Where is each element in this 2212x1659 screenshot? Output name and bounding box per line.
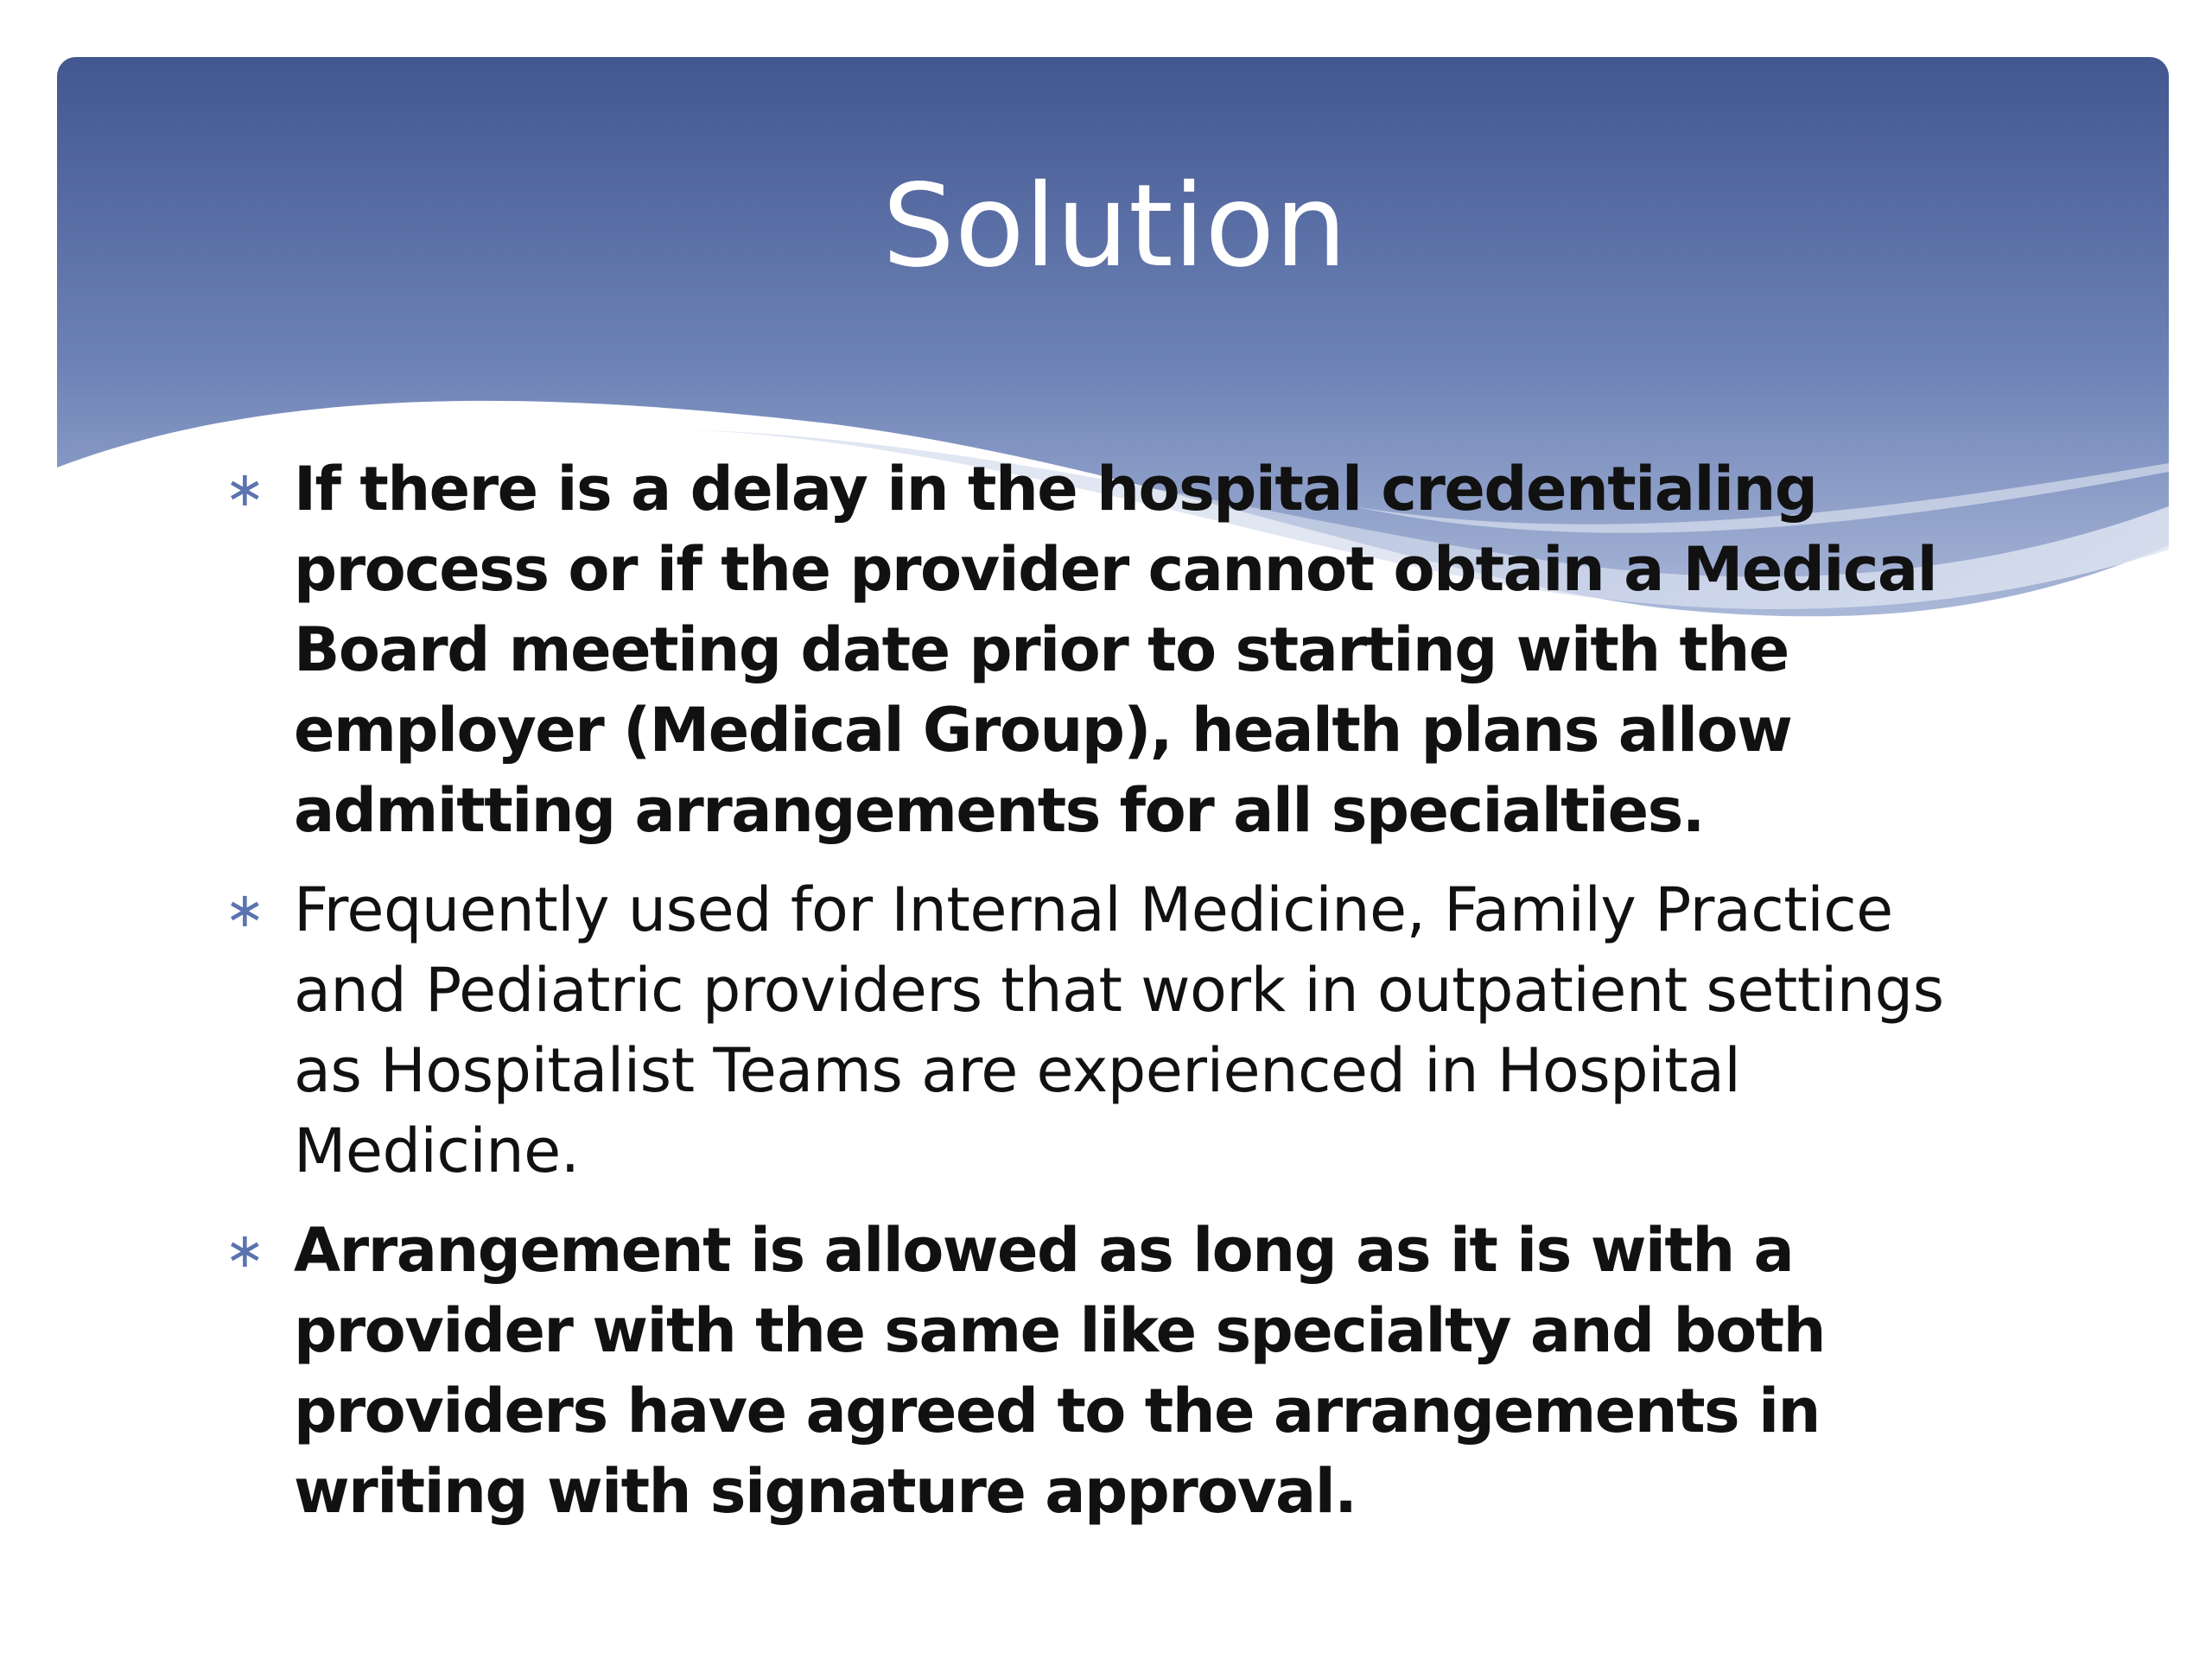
bullet-text: Arrangement is allowed as long as it is with a provider with the same like specialty and both providers have agreed to the arrangements in writing with signature approval. bbox=[294, 1215, 1825, 1527]
asterisk-icon: ∗ bbox=[225, 882, 265, 938]
bullet-text: If there is a delay in the hospital credentialing process or if the provider cannot obtain a Medical Board meeting date prior to starting with the employer (Medical Group), health plans allow admitting arrangements for all specialties. bbox=[294, 454, 1937, 846]
bullet-item bbox=[225, 870, 2022, 1192]
asterisk-icon: ∗ bbox=[225, 461, 265, 518]
bullet-list bbox=[225, 449, 2022, 1551]
slide-title: Solution bbox=[882, 160, 1347, 293]
asterisk-icon: ∗ bbox=[225, 1223, 265, 1279]
bullet-text: Frequently used for Internal Medicine, Family Practice and Pediatric providers that work in outpatient settings as Hospitalist Teams are experienced in Hospital Medicine. bbox=[294, 874, 1944, 1186]
bullet-item bbox=[225, 1211, 2022, 1532]
bullet-item bbox=[225, 449, 2022, 851]
